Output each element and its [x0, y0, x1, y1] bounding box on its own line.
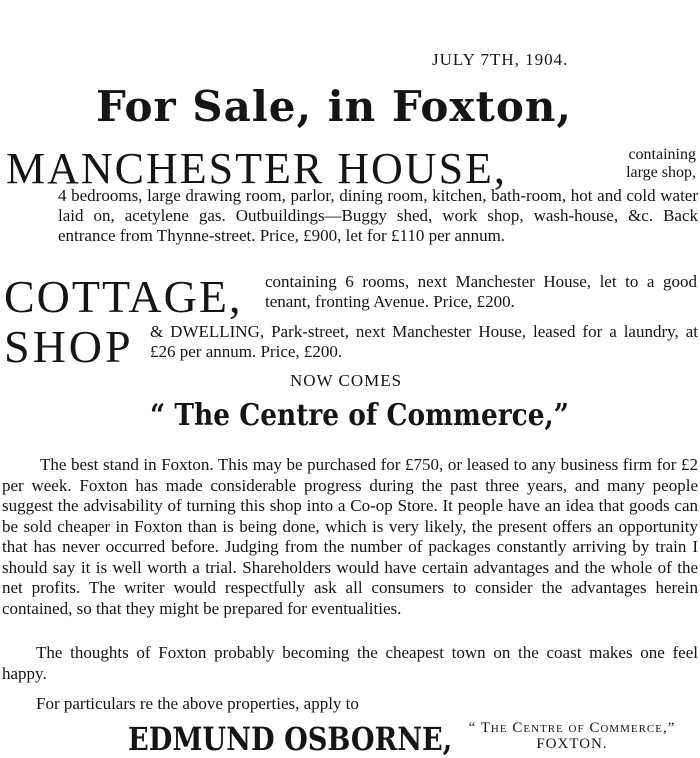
manchester-house-description: 4 bedrooms, large drawing room, parlor, dining room, kitchen, bath-room, hot and cold water laid on, acetylene gas. Outbuildings—Buggy shed, work shop, wash-house, &c. Back entrance from Thynne-street. Price, £900, let for £110 per annum.	[58, 186, 698, 245]
date-line: JULY 7TH, 1904.	[432, 50, 569, 69]
centre-of-commerce-heading: “ The Centre of Commerce,”	[150, 398, 569, 433]
main-paragraph: The best stand in Foxton. This may be purchased for £750, or leased to any business firm for £2 per week. Foxton has made considerable progress during the past three years, and many people suggest the advisability of turning this shop into a Co-op Store. It people have an idea that goods can be sold cheaper in Foxton than is being done, which is very likely, the present offers an opportunity that has never occurred before. Judging from the number of packages constantly arriving by train I should say it is well worth a trial. Shareholders would have certain advantages and the whole of the net profits. The writer would respectfully ask all consumers to consider the advantages herein contained, so that they might be prepared for eventualities.	[2, 455, 698, 618]
side-line-2: large shop,	[626, 164, 696, 181]
address-line-1: “ The Centre of Commerce,”	[468, 720, 676, 736]
shop-description: & DWELLING, Park-street, next Manchester House, leased for a laundry, at £26 per annum. Price, £200.	[150, 322, 698, 361]
side-line-1: containing	[628, 146, 696, 163]
address-line-2: FOXTON.	[536, 736, 608, 752]
cottage-title: COTTAGE,	[4, 271, 243, 322]
thoughts-paragraph: The thoughts of Foxton probably becoming the cheapest town on the coast makes one feel happy.	[2, 643, 698, 683]
manchester-house-title: MANCHESTER HOUSE,	[6, 144, 507, 193]
advertiser-name: EDMUND OSBORNE,	[128, 720, 453, 758]
cottage-description: containing 6 rooms, next Manchester House, let to a good tenant, fronting Avenue. Price, £200.	[265, 272, 697, 311]
now-comes-line: NOW COMES	[290, 371, 403, 390]
shop-title: SHOP	[4, 321, 134, 372]
particulars-line: For particulars re the above properties, apply to	[36, 694, 359, 713]
manchester-house-side-text	[594, 146, 696, 182]
advertiser-address	[446, 720, 698, 752]
headline: For Sale, in Foxton,	[96, 82, 573, 131]
